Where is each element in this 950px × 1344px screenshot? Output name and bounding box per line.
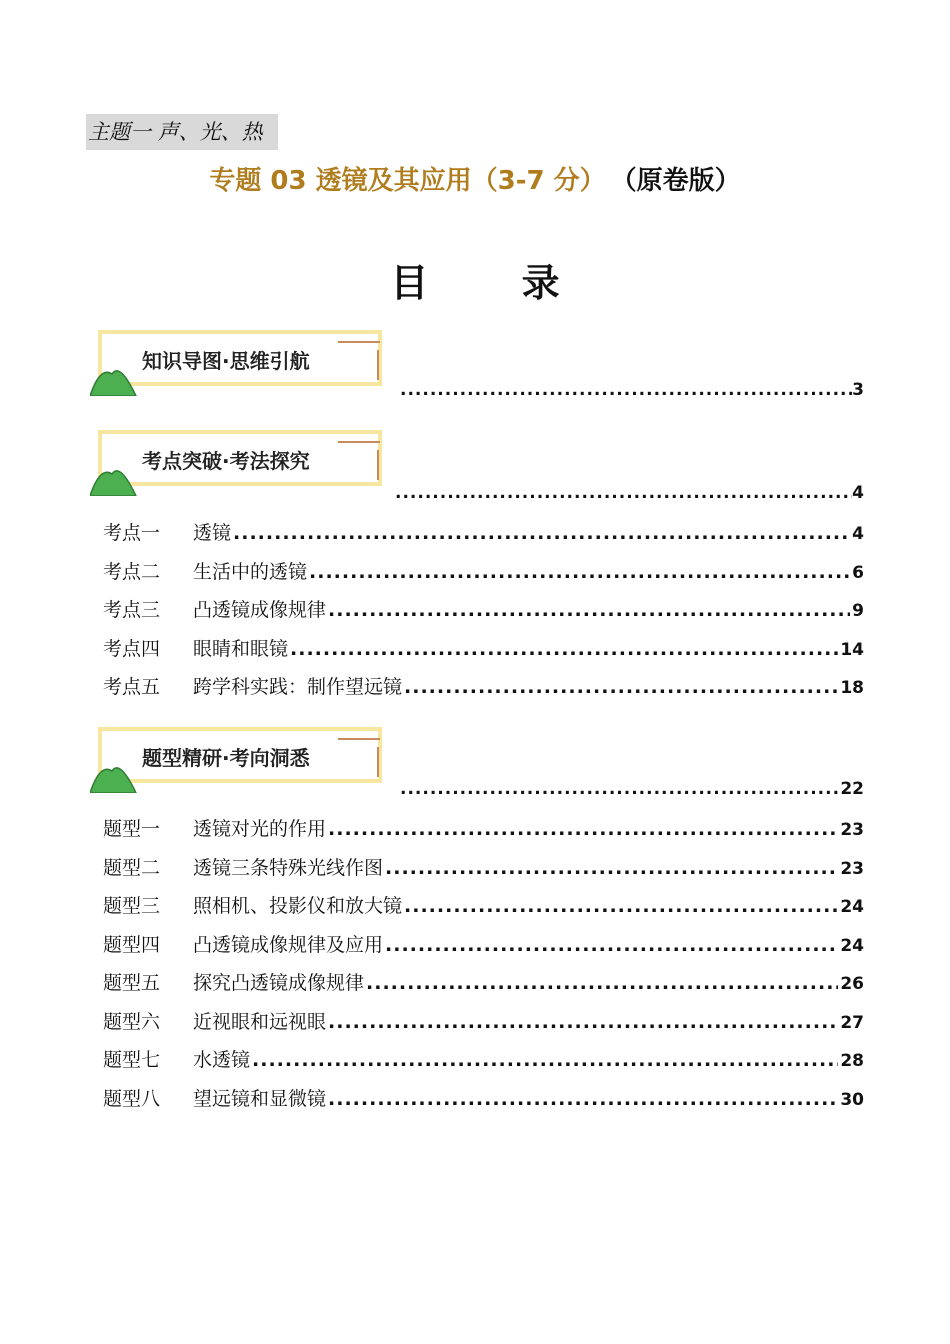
entry-text: 透镜 <box>193 522 232 544</box>
toc-entry[interactable] <box>103 1007 864 1035</box>
banner-corner-deco-icon <box>332 336 384 386</box>
entry-page: 9 <box>852 601 864 621</box>
section-banner-keypoints[interactable] <box>90 430 390 498</box>
entry-text: 近视眼和远视眼 <box>193 1011 327 1033</box>
toc-entry[interactable] <box>103 814 864 842</box>
toc-entry[interactable] <box>103 595 864 623</box>
entry-page: 30 <box>840 1090 864 1110</box>
entry-label: 题型七 <box>103 1049 161 1071</box>
entry-page: 28 <box>840 1051 864 1071</box>
page-number: 4 <box>852 483 864 503</box>
entry-text: 生活中的透镜 <box>193 561 308 583</box>
document-subtitle <box>0 160 950 197</box>
hill-icon <box>90 757 138 793</box>
banner-label: 知识导图·思维引航 <box>142 349 310 373</box>
banner-corner-deco-icon <box>332 733 384 783</box>
entry-text: 照相机、投影仪和放大镜 <box>193 895 403 917</box>
section-dotline-mindmap[interactable] <box>400 380 864 400</box>
hill-icon <box>90 460 138 496</box>
entry-page: 6 <box>852 563 864 583</box>
entry-label: 题型八 <box>103 1088 161 1110</box>
banner-corner-deco-icon <box>332 436 384 486</box>
entry-label: 题型三 <box>103 895 161 917</box>
entry-page: 23 <box>840 859 864 879</box>
entry-page: 14 <box>840 640 864 660</box>
toc-entry[interactable] <box>103 930 864 958</box>
entry-text: 望远镜和显微镜 <box>193 1088 327 1110</box>
entry-label: 题型二 <box>103 857 161 879</box>
entry-page: 23 <box>840 820 864 840</box>
entry-text: 水透镜 <box>193 1049 251 1071</box>
section-banner-question-types[interactable] <box>90 727 390 795</box>
section-dotline-question-types[interactable] <box>400 779 864 799</box>
banner-label: 考点突破·考法探究 <box>142 449 310 473</box>
entry-label: 题型一 <box>103 818 161 840</box>
subtitle-version: （原卷版） <box>623 166 741 196</box>
entry-text: 透镜对光的作用 <box>193 818 327 840</box>
hill-icon <box>90 360 138 396</box>
entry-label: 考点二 <box>103 561 161 583</box>
entry-page: 27 <box>840 1013 864 1033</box>
toc-entry[interactable] <box>103 853 864 881</box>
entry-label: 考点四 <box>103 638 161 660</box>
page-number: 3 <box>852 380 864 400</box>
toc-entry[interactable] <box>103 968 864 996</box>
entry-page: 18 <box>840 678 864 698</box>
entry-label: 考点一 <box>103 522 161 544</box>
entry-text: 探究凸透镜成像规律 <box>193 972 365 994</box>
entry-page: 24 <box>840 936 864 956</box>
entry-label: 题型五 <box>103 972 161 994</box>
entry-text: 眼睛和眼镜 <box>193 638 289 660</box>
toc-entry[interactable] <box>103 1045 864 1073</box>
toc-entry[interactable] <box>103 557 864 585</box>
toc-entry[interactable] <box>103 891 864 919</box>
toc-entry[interactable] <box>103 634 864 662</box>
section-dotline-keypoints[interactable] <box>395 483 864 503</box>
entry-text: 透镜三条特殊光线作图 <box>193 857 384 879</box>
entry-page: 24 <box>840 897 864 917</box>
entry-text: 凸透镜成像规律 <box>193 599 327 621</box>
entry-page: 4 <box>852 524 864 544</box>
page-number: 22 <box>840 779 864 799</box>
entry-text: 凸透镜成像规律及应用 <box>193 934 384 956</box>
toc-entry[interactable] <box>103 1084 864 1112</box>
subtitle-main: 专题 03 透镜及其应用（3-7 分） <box>209 166 606 196</box>
entry-label: 题型六 <box>103 1011 161 1033</box>
banner-label: 题型精研·考向洞悉 <box>142 746 310 770</box>
entry-text: 跨学科实践：制作望远镜 <box>193 676 403 698</box>
entry-label: 题型四 <box>103 934 161 956</box>
toc-entry[interactable] <box>103 518 864 546</box>
toc-title: 目 录 <box>390 261 600 305</box>
entry-label: 考点三 <box>103 599 161 621</box>
entry-label: 考点五 <box>103 676 161 698</box>
entry-page: 26 <box>840 974 864 994</box>
section-banner-mindmap[interactable] <box>90 330 390 398</box>
topic-label: 主题一 声、光、热 <box>86 114 278 150</box>
toc-entry[interactable] <box>103 672 864 700</box>
